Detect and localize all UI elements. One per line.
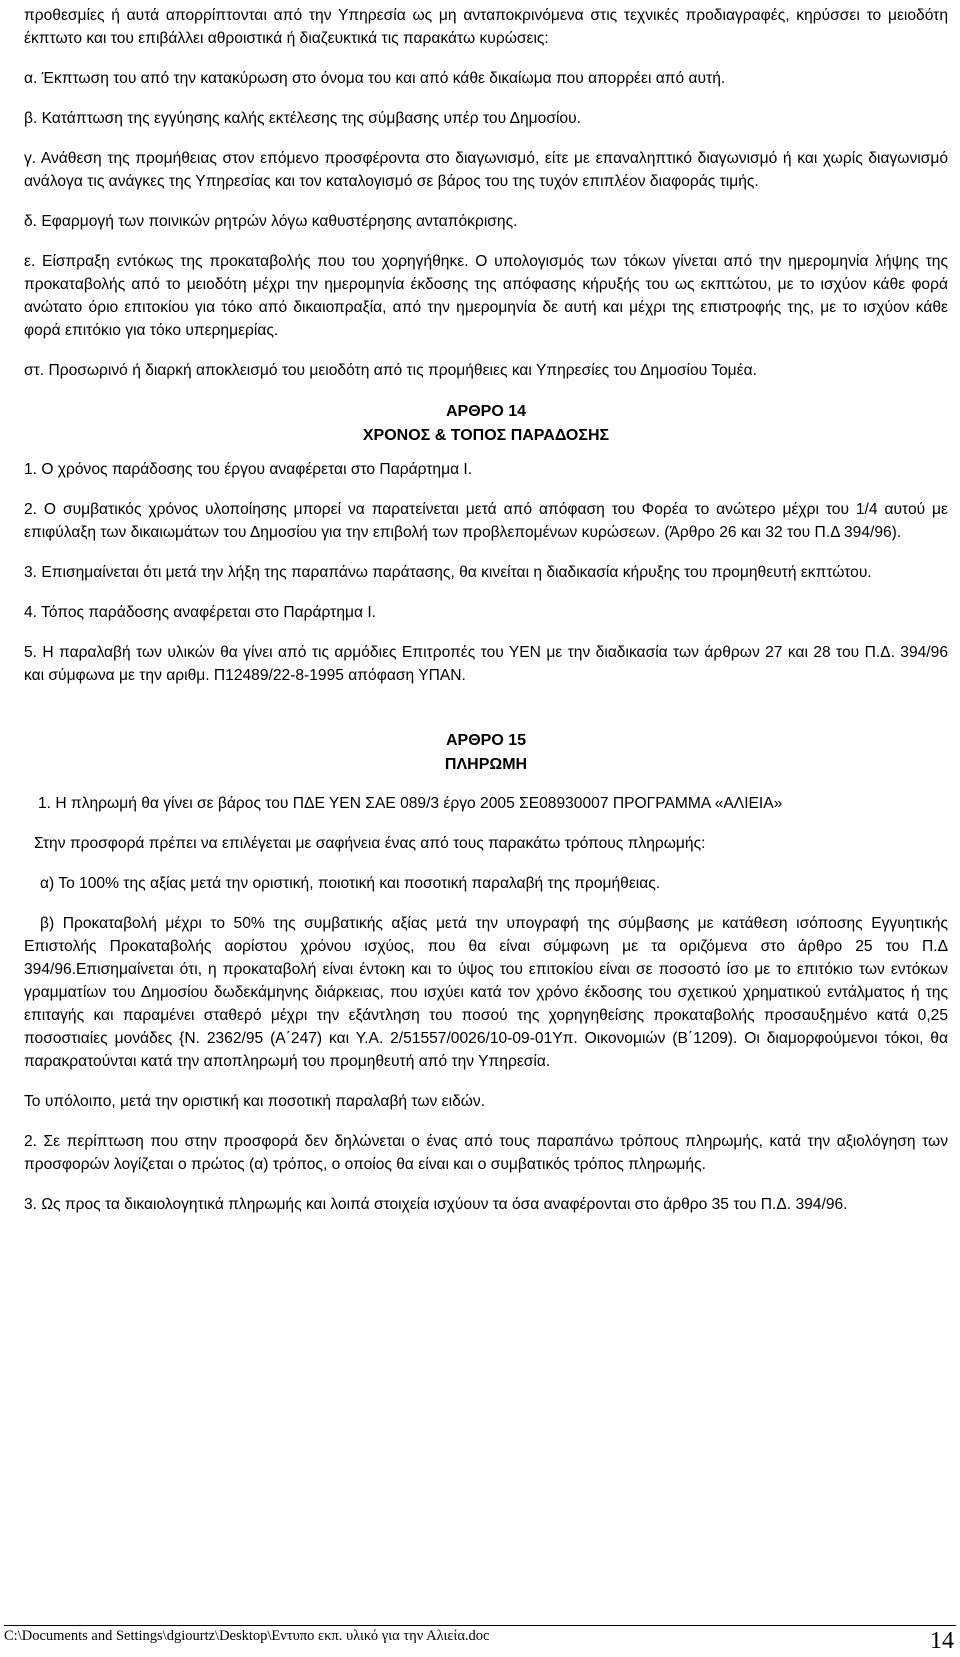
article-14-item-2: 2. Ο συμβατικός χρόνος υλοποίησης μπορεί να παρατείνεται μετά από απόφαση του Φορέα το ανώτερο μέχρι του 1/4 αυτού με επιφύλαξη των δικαιωμάτων του Δημοσίου για την επιβολή των προβλεπομένων κυρώσεων. (Άρθρο 26 και 32 του Π.Δ 394/96). <box>24 501 948 541</box>
penalty-item-st: στ. Προσωρινό ή διαρκή αποκλεισμό του μειοδότη από τις προμήθειες και Υπηρεσίες του Δημοσίου Τομέα. <box>24 362 757 379</box>
article-14-number: ΑΡΘΡΟ 14 <box>445 403 527 420</box>
footer-file-path: C:\Documents and Settings\dgiourtz\Desktop\Εντυπο εκπ. υλικό για την Αλιεία.doc <box>4 1628 490 1644</box>
article-14-title: ΧΡΟΝΟΣ & ΤΟΠΟΣ ΠΑΡΑΔΟΣΗΣ <box>362 427 610 444</box>
payment-choice-note: Στην προσφορά πρέπει να επιλέγεται με σαφήνεια ένας από τους παρακάτω τρόπους πληρωμής: <box>34 835 706 852</box>
document-body <box>24 4 948 1216</box>
article-14-item-3: 3. Επισημαίνεται ότι μετά την λήξη της παραπάνω παράτασης, θα κινείται η διαδικασία κήρυξης του προμηθευτή εκπτώτου. <box>24 564 872 581</box>
article-14-item-1: 1. Ο χρόνος παράδοσης του έργου αναφέρεται στο Παράρτημα Ι. <box>24 461 473 478</box>
article-15-item-3: 3. Ως προς τα δικαιολογητικά πληρωμής και λοιπά στοιχεία ισχύουν τα όσα αναφέρονται στο άρθρο 35 του Π.Δ. 394/96. <box>24 1196 848 1213</box>
article-15-item-2: 2. Σε περίπτωση που στην προσφορά δεν δηλώνεται ο ένας από τους παραπάνω τρόπους πληρωμής, κατά την αξιολόγηση των προσφορών λογίζεται ο πρώτος (α) τρόπος, ο οποίος θα είναι και ο συμβατικός τρόπος πληρωμής. <box>24 1133 948 1173</box>
penalty-item-d: δ. Εφαρμογή των ποινικών ρητρών λόγω καθυστέρησης ανταπόκρισης. <box>24 213 518 230</box>
article-15-heading <box>24 729 948 777</box>
footer-page-number: 14 <box>930 1628 954 1654</box>
penalty-item-a: α. Έκπτωση του από την κατακύρωση στο όνομα του και από κάθε δικαίωμα που απορρέει από αυτή. <box>24 70 726 87</box>
payment-remainder: Το υπόλοιπο, μετά την οριστική και ποσοτική παραλαβή των ειδών. <box>24 1093 486 1110</box>
penalty-item-c: γ. Ανάθεση της προμήθειας στον επόμενο προσφέροντα στο διαγωνισμό, είτε με επαναληπτικό διαγωνισμό ή και χωρίς διαγωνισμό ανάλογα τις ανάγκες της Υπηρεσίας και τον καταλογισμό σε βάρος του της τυχόν επιπλέον διαφοράς τιμής. <box>24 150 948 190</box>
article-15-title: ΠΛΗΡΩΜΗ <box>444 756 528 773</box>
penalty-item-e: ε. Είσπραξη εντόκως της προκαταβολής που του χορηγήθηκε. Ο υπολογισμός των τόκων γίνεται από την ημερομηνία λήψης της προκαταβολής από το μειοδότη μέχρι την ημερομηνία έκδοσης της απόφασης κήρυξής του ως εκπτώτου, με το ισχύον κάθε φορά ανώτατο όριο επιτοκίου για τόκο από δικαιοπραξία, από την ημερομηνία δε αυτή και μέχρι της επιστροφής της, με το ισχύον κάθε φορά επιτόκιο για τόκο υπερημερίας. <box>24 253 948 339</box>
article-14-heading <box>24 400 948 448</box>
article-15-item-1: 1. Η πληρωμή θα γίνει σε βάρος του ΠΔΕ ΥΕΝ ΣΑΕ 089/3 έργο 2005 ΣΕ08930007 ΠΡΟΓΡΑΜΜΑ «ΑΛΙΕΙΑ» <box>38 795 783 812</box>
article-14-item-4: 4. Τόπος παράδοσης αναφέρεται στο Παράρτημα Ι. <box>24 604 376 621</box>
penalty-item-b: β. Κατάπτωση της εγγύησης καλής εκτέλεσης της σύμβασης υπέρ του Δημοσίου. <box>24 110 581 127</box>
payment-option-b: β) Προκαταβολή μέχρι το 50% της συμβατικής αξίας μετά την υπογραφή της σύμβασης με κατάθεση ισόποσης Εγγυητικής Επιστολής Προκαταβολής αορίστου χρόνου ισχύος, που θα είναι σύμφωνη με τα οριζόμενα στο άρθρο 25 του Π.Δ 394/96.Επισημαίνεται ότι, η προκαταβολή είναι έντοκη και το ύψος του επιτοκίου είναι σε ποσοστό ίσο με το επιτόκιο των εντόκων γραμματίων του Δημοσίου δωδεκάμηνης διάρκειας, που ισχύει κατά τον χρόνο έκδοσης του σχετικού χρηματικού εντάλματος ή της επιταγής και παραμένει σταθερό μέχρι την εξάντληση του ποσού της χορηγηθείσης προκαταβολής προσαυξημένο κατά 0,25 ποσοστιαίες μονάδες {Ν. 2362/95 (Α΄247) και Υ.Α. 2/51557/0026/10-09-01Υπ. Οικονομιών (Β΄1209). Οι διαμορφούμενοι τόκοι, θα παρακρατούνται κατά την αποπληρωμή του προμηθευτή από την Υπηρεσία. <box>24 915 948 1070</box>
intro-paragraph: προθεσμίες ή αυτά απορρίπτονται από την Υπηρεσία ως μη ανταποκρινόμενα στις τεχνικές προδιαγραφές, κηρύσσει το μειοδότη έκπτωτο και του επιβάλλει αθροιστικά ή διαζευκτικά τις παρακάτω κυρώσεις: <box>24 7 948 47</box>
article-14-item-5: 5. Η παραλαβή των υλικών θα γίνει από τις αρμόδιες Επιτροπές του ΥΕΝ με την διαδικασία των άρθρων 27 και 28 του Π.Δ. 394/96 και σύμφωνα με την αριθμ. Π12489/22-8-1995 απόφαση ΥΠΑΝ. <box>24 644 948 684</box>
article-15-number: ΑΡΘΡΟ 15 <box>445 732 527 749</box>
payment-option-a: α) Το 100% της αξίας μετά την οριστική, ποιοτική και ποσοτική παραλαβή της προμήθειας. <box>40 875 661 892</box>
page-footer <box>4 1625 956 1656</box>
